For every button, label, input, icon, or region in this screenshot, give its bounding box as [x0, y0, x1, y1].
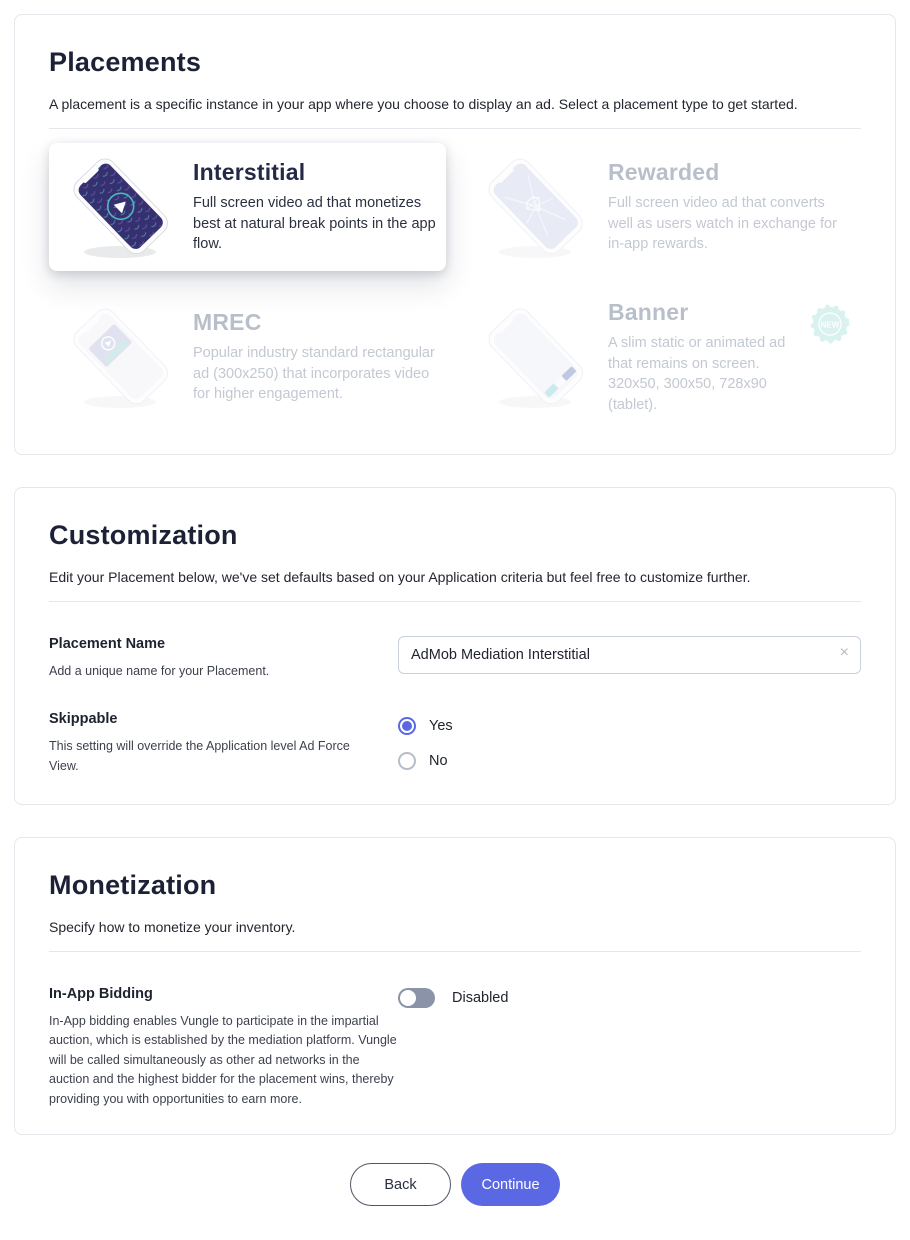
in-app-bidding-state: Disabled	[452, 990, 509, 1007]
placement-name-label: Placement Name	[49, 636, 166, 653]
divider	[49, 601, 861, 602]
monetization-section	[14, 837, 896, 1135]
skippable-description: This setting will override the Application level Ad Force View.	[49, 739, 350, 773]
rewarded-phone-icon	[472, 151, 598, 263]
placement-name-row	[49, 636, 861, 681]
placements-title: Placements	[49, 47, 202, 77]
skippable-row	[49, 711, 861, 776]
placement-tile-rewarded[interactable]	[464, 143, 861, 271]
banner-phone-icon	[472, 301, 598, 413]
placement-type-grid	[49, 143, 861, 421]
placement-tile-description: A slim static or animated ad that remains on screen. 320x50, 300x50, 728x90 (tablet).	[608, 334, 786, 413]
new-badge	[809, 303, 851, 345]
continue-button[interactable]: Continue	[461, 1163, 560, 1206]
placement-tile-mrec[interactable]	[49, 293, 446, 421]
placement-tile-description: Full screen video ad that converts well as users watch in exchange for in-app rewards.	[608, 195, 837, 253]
placement-tile-title: Rewarded	[608, 159, 720, 186]
placement-tile-description: Full screen video ad that monetizes best at natural break points in the app flow.	[193, 195, 436, 253]
radio-yes-label: Yes	[429, 718, 453, 735]
placement-tile-banner[interactable]	[464, 293, 861, 421]
divider	[49, 128, 861, 129]
new-badge-label: NEW	[820, 320, 840, 330]
divider	[49, 951, 861, 952]
customization-title: Customization	[49, 520, 238, 550]
interstitial-phone-icon	[57, 151, 183, 263]
mrec-phone-icon	[57, 301, 183, 413]
skippable-option-no[interactable]	[398, 752, 861, 770]
clear-input-icon[interactable]: ×	[839, 644, 849, 662]
placement-tile-title: MREC	[193, 309, 262, 336]
placement-tile-description: Popular industry standard rectangular ad (300x250) that incorporates video for higher engagement.	[193, 345, 435, 403]
placement-name-input[interactable]	[398, 636, 861, 674]
skippable-option-yes[interactable]	[398, 717, 861, 735]
back-button[interactable]: Back	[350, 1163, 451, 1206]
monetization-title: Monetization	[49, 870, 217, 900]
customization-section	[14, 487, 896, 805]
radio-yes-icon[interactable]	[398, 717, 416, 735]
placement-tile-title: Banner	[608, 298, 689, 325]
in-app-bidding-toggle[interactable]	[398, 988, 435, 1008]
placement-name-description: Add a unique name for your Placement.	[49, 664, 270, 679]
monetization-subtitle: Specify how to monetize your inventory.	[49, 919, 296, 936]
radio-no-label: No	[429, 753, 448, 770]
radio-no-icon[interactable]	[398, 752, 416, 770]
in-app-bidding-description: In-App bidding enables Vungle to participate in the impartial auction, which is established by the mediation platform. Vungle will be called simultaneously as other ad networks in the auction and the highest bidder for the placement wins, thereby providing you with opportunities to earn more.	[49, 1014, 397, 1106]
toggle-knob	[400, 990, 416, 1006]
placements-section	[14, 14, 896, 455]
customization-subtitle: Edit your Placement below, we've set defaults based on your Application criteria but feel free to customize further.	[49, 569, 751, 586]
footer-actions	[0, 1163, 910, 1206]
in-app-bidding-row	[49, 986, 861, 1109]
placement-tile-title: Interstitial	[193, 159, 306, 186]
in-app-bidding-label: In-App Bidding	[49, 986, 153, 1003]
placements-subtitle: A placement is a specific instance in your app where you choose to display an ad. Select a placement type to get started.	[49, 96, 798, 113]
skippable-label: Skippable	[49, 711, 118, 728]
placement-tile-interstitial[interactable]	[49, 143, 446, 271]
